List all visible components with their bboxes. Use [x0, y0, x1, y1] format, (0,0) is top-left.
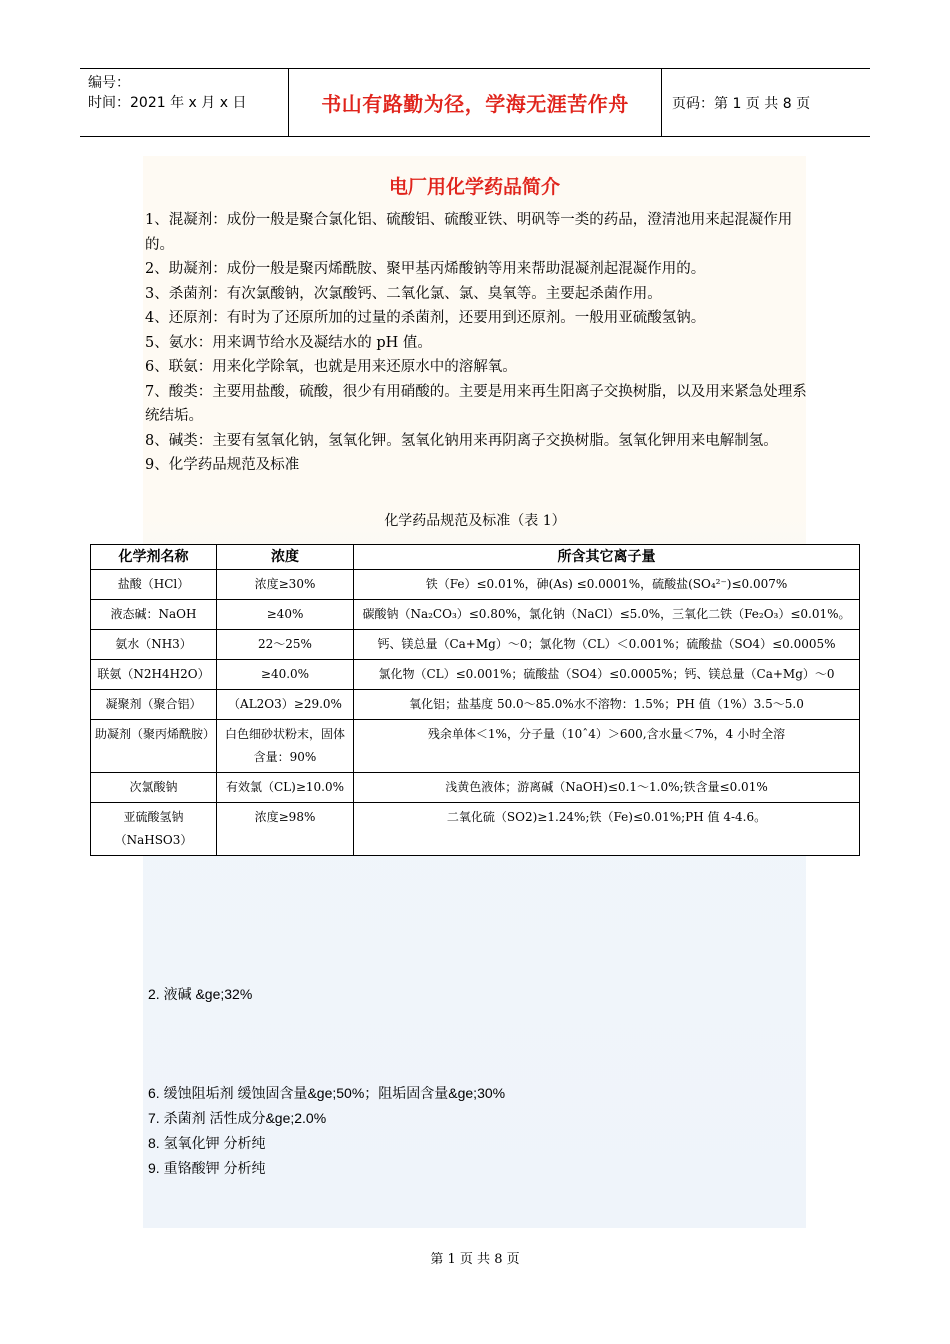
page-header: [80, 68, 870, 137]
paragraph: 3、杀菌剂：有次氯酸钠，次氯酸钙、二氧化氯、氯、臭氧等。主要起杀菌作用。: [145, 285, 662, 302]
table-header-row: [91, 545, 860, 570]
cell-other-ions: 氯化物（CL）≤0.001%；硫酸盐（SO4）≤0.0005%；钙、镁总量（Ca+Mg）～0: [354, 660, 860, 690]
cell-other-ions: 碳酸钠（Na₂CO₃）≤0.80%，氯化钠（NaCl）≤5.0%，三氧化二铁（Fe₂O₃）≤0.01%。: [354, 600, 860, 630]
table-row: [91, 570, 860, 600]
cell-name: 次氯酸钠: [91, 773, 217, 803]
tail-item: 2. 液碱 &ge;32%: [148, 986, 253, 1002]
paragraph: 1、混凝剂：成份一般是聚合氯化铝、硫酸铝、硫酸亚铁、明矾等一类的药品，澄清池用来起混凝作用的。: [145, 212, 793, 253]
cell-name: 氨水（NH3）: [91, 630, 217, 660]
document-body: [145, 208, 807, 478]
cell-name: 助凝剂（聚丙烯酰胺）: [91, 720, 217, 773]
tail-item: 7. 杀菌剂 活性成分&ge;2.0%: [148, 1110, 327, 1126]
table-row: [91, 690, 860, 720]
table-row: [91, 773, 860, 803]
cell-concentration: 浓度≥98%: [217, 803, 354, 856]
paragraph: 9、化学药品规范及标准: [145, 457, 300, 473]
paragraph: 7、酸类：主要用盐酸，硫酸，很少有用硝酸的。主要是用来再生阳离子交换树脂，以及用来紧急处理系统结垢。: [145, 383, 807, 424]
paragraph: 6、联氨：用来化学除氧，也就是用来还原水中的溶解氧。: [145, 359, 517, 375]
code-label: 编号：: [88, 75, 130, 91]
cell-other-ions: 钙、镁总量（Ca+Mg）～0；氯化物（CL）＜0.001%；硫酸盐（SO4）≤0.0005%: [354, 630, 860, 660]
cell-concentration: 22～25%: [217, 630, 354, 660]
document-title: 电厂用化学药品简介: [388, 176, 560, 198]
cell-name: 凝聚剂（聚合铝）: [91, 690, 217, 720]
table-row: [91, 600, 860, 630]
table-row: [91, 630, 860, 660]
cell-concentration: ≥40%: [217, 600, 354, 630]
cell-name: 亚硫酸氢钠（NaHSO3）: [91, 803, 217, 856]
table-row: [91, 720, 860, 773]
cell-other-ions: 二氧化硫（SO2)≥1.24%;铁（Fe)≤0.01%;PH 值 4-4.6。: [354, 803, 860, 856]
cell-concentration: 有效氯（CL)≥10.0%: [217, 773, 354, 803]
column-header-other-ions: 所含其它离子量: [354, 545, 860, 570]
chemical-spec-table: [90, 544, 860, 856]
header-page-info: 页码：第 1 页 共 8 页: [672, 95, 811, 112]
cell-other-ions: 氧化铝；盐基度 50.0～85.0%水不溶物：1.5%；PH 值（1%）3.5～5.0: [354, 690, 860, 720]
column-header-concentration: 浓度: [217, 545, 354, 570]
table-row: [91, 803, 860, 856]
paragraph: 5、氨水：用来调节给水及凝结水的 pH 值。: [145, 334, 432, 351]
cell-other-ions: 铁（Fe）≤0.01%，砷(As) ≤0.0001%，硫酸盐(SO₄²⁻)≤0.007%: [354, 570, 860, 600]
table-row: [91, 660, 860, 690]
cell-concentration: 浓度≥30%: [217, 570, 354, 600]
paragraph: 2、助凝剂：成份一般是聚丙烯酰胺、聚甲基丙烯酸钠等用来帮助混凝剂起混凝作用的。: [145, 261, 706, 277]
header-motto: 书山有路勤为径，学海无涯苦作舟: [288, 69, 662, 136]
cell-concentration: （AL2O3）≥29.0%: [217, 690, 354, 720]
column-header-name: 化学剂名称: [91, 545, 217, 570]
cell-name: 联氨（N2H4H2O）: [91, 660, 217, 690]
tail-item: 6. 缓蚀阻垢剂 缓蚀固含量&ge;50%；阻垢固含量&ge;30%: [148, 1085, 506, 1101]
cell-concentration: 白色细砂状粉末，固体含量：90%: [217, 720, 354, 773]
header-meta: [80, 69, 288, 136]
table-caption: 化学药品规范及标准（表 1）: [384, 513, 566, 529]
page-footer: 第 1 页 共 8 页: [430, 1252, 520, 1267]
cell-name: 液态碱：NaOH: [91, 600, 217, 630]
cell-other-ions: 浅黄色液体；游离碱（NaOH)≤0.1～1.0%;铁含量≤0.01%: [354, 773, 860, 803]
cell-other-ions: 残余单体＜1%，分子量（10ˆ4）＞600,含水量＜7%，4 小时全溶: [354, 720, 860, 773]
cell-name: 盐酸（HCl）: [91, 570, 217, 600]
time-label: 时间：2021 年 x 月 x 日: [88, 95, 247, 111]
paragraph: 4、还原剂：有时为了还原所加的过量的杀菌剂，还要用到还原剂。一般用亚硫酸氢钠。: [145, 310, 706, 326]
cell-concentration: ≥40.0%: [217, 660, 354, 690]
paragraph: 8、碱类：主要有氢氧化钠，氢氧化钾。氢氧化钠用来再阴离子交换树脂。氢氧化钾用来电解制氢。: [145, 432, 778, 449]
tail-item: 9. 重铬酸钾 分析纯: [148, 1160, 266, 1176]
tail-item: 8. 氢氧化钾 分析纯: [148, 1135, 266, 1151]
